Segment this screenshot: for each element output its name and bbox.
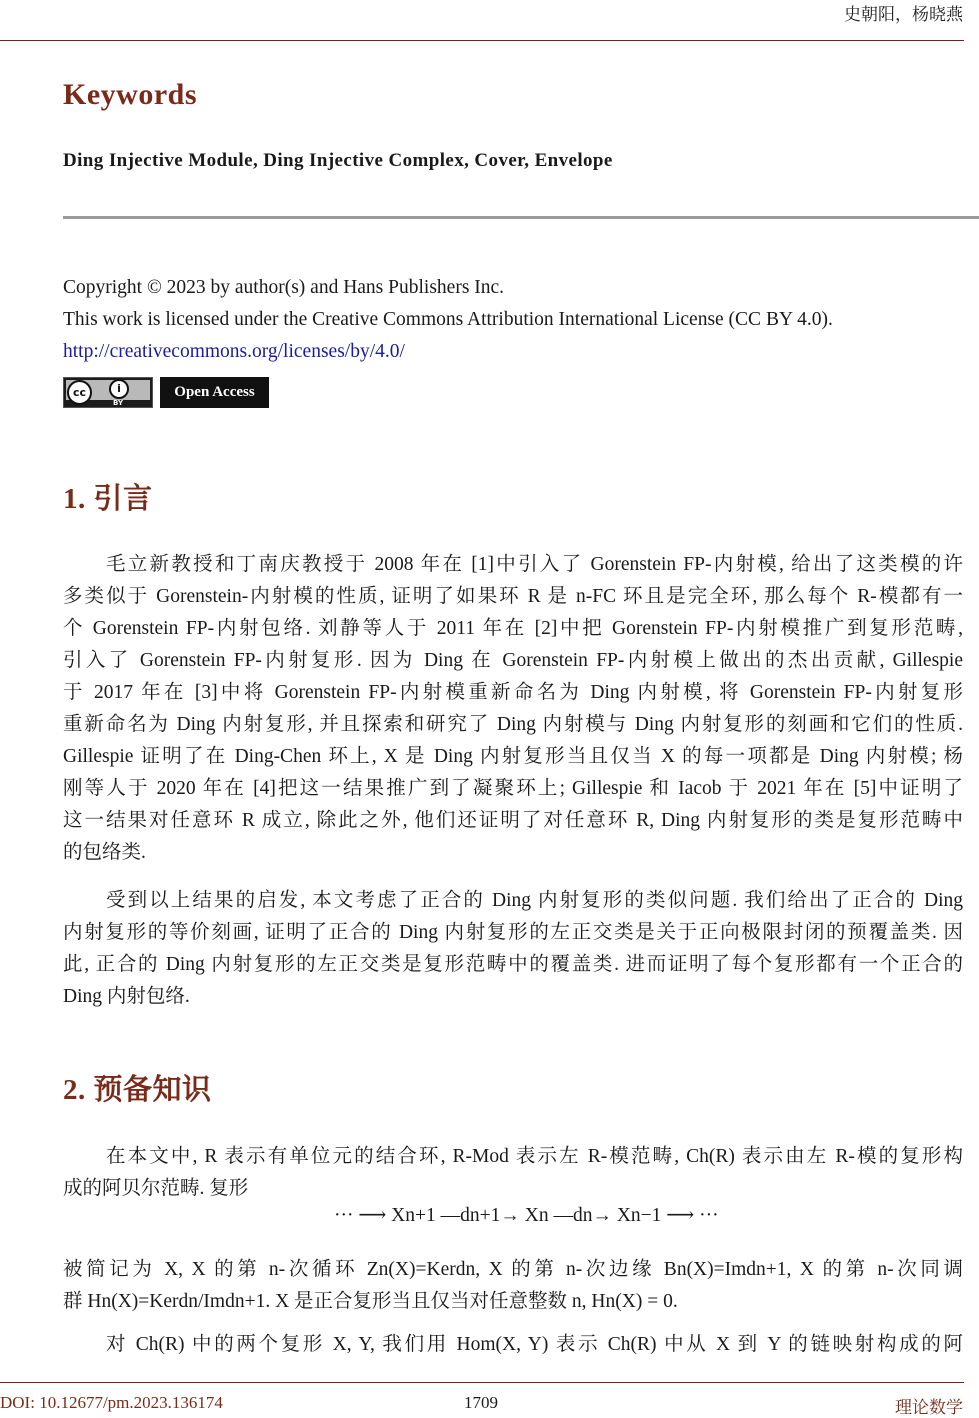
cc-by-badge[interactable] [63,377,153,408]
paragraph-line: 群 Hn(X)=Kerdn/Imdn+1. X 是正合复形当且仅当对任意整数 n, Hn(X) = 0. [63,1291,678,1312]
paragraph-line: Gillespie 证明了在 Ding-Chen 环上, X 是 Ding 内射复形当且仅当 X 的每一项都是 Ding 内射模; 杨 [63,746,963,767]
copyright-line: Copyright © 2023 by author(s) and Hans Publishers Inc. [63,277,505,298]
paragraph-line: 受到以上结果的启发, 本文考虑了正合的 Ding 内射复形的类似问题. 我们给出了正合的 Ding [106,890,963,911]
paragraph-line: 引入了 Gorenstein FP-内射复形. 因为 Ding 在 Gorenstein FP-内射模上做出的杰出贡献, Gillespie [63,650,963,671]
license-line: This work is licensed under the Creative Commons Attribution International License (CC BY 4.0). [63,309,833,330]
footer-doi[interactable]: DOI: 10.12677/pm.2023.136174 [0,1393,223,1412]
footer-rule [0,1382,964,1383]
footer-journal-name: 理论数学 [895,1398,963,1417]
section-2-title: 2. 预备知识 [63,1074,212,1106]
license-link[interactable]: http://creativecommons.org/licenses/by/4.0/ [63,341,405,362]
paragraph-line: 这一结果对任意环 R 成立, 除此之外, 他们还证明了对任意环 R, Ding 内射复形的类是复形范畴中 [63,810,963,831]
header-rule [0,40,964,41]
attribution-person-icon: i [109,379,129,399]
paragraph-line: 于 2017 年在 [3]中将 Gorenstein FP-内射模重新命名为 Ding 内射模, 将 Gorenstein FP-内射复形 [63,682,963,703]
running-header-authors: 史朝阳，杨晓燕 [844,5,963,24]
section-1-title: 1. 引言 [63,483,153,515]
paragraph-line: 多类似于 Gorenstein-内射模的性质, 证明了如果环 R 是 n-FC 环且是完全环, 那么每个 R-模都有一 [63,586,963,607]
paragraph-line: 个 Gorenstein FP-内射包络. 刘静等人于 2011 年在 [2]中把 Gorenstein FP-内射模推广到复形范畴, [63,618,963,639]
paragraph-line: Ding 内射包络. [63,986,190,1007]
paragraph-line: 重新命名为 Ding 内射复形, 并且探索和研究了 Ding 内射模与 Ding 内射复形的刻画和它们的性质. [63,714,963,735]
cc-icon: cc [67,380,92,405]
paragraph-line: 被简记为 X, X 的第 n-次循环 Zn(X)=Kerdn, X 的第 n-次边缘 Bn(X)=Imdn+1, X 的第 n-次同调 [63,1259,963,1280]
page-number: 1709 [464,1393,498,1412]
paragraph-line: 在本文中, R 表示有单位元的结合环, R-Mod 表示左 R-模范畴, Ch(R) 表示由左 R-模的复形构 [106,1146,963,1167]
paragraph-line: 毛立新教授和丁南庆教授于 2008 年在 [1]中引入了 Gorenstein FP-内射模, 给出了这类模的许 [106,554,963,575]
open-access-badge[interactable]: Open Access [160,377,269,408]
paragraph-line: 此, 正合的 Ding 内射复形的左正交类是复形范畴中的覆盖类. 进而证明了每个复形都有一个正合的 [63,954,963,975]
paragraph-line: 的包络类. [63,842,146,863]
keywords-heading: Keywords [63,78,197,111]
by-label: BY [113,399,124,407]
paragraph-line: 刚等人于 2020 年在 [4]把这一结果推广到了凝聚环上; Gillespie 和 Iacob 于 2021 年在 [5]中证明了 [63,778,963,799]
section-separator [63,216,979,219]
paragraph-line: 对 Ch(R) 中的两个复形 X, Y, 我们用 Hom(X, Y) 表示 Ch(R) 中从 X 到 Y 的链映射构成的阿 [106,1334,963,1355]
complex-formula: ··· ⟶ Xn+1 —dn+1→ Xn —dn→ Xn−1 ⟶ ··· [334,1205,719,1226]
keywords-text: Ding Injective Module, Ding Injective Complex, Cover, Envelope [63,150,613,171]
paragraph-line: 成的阿贝尔范畴. 复形 [63,1178,249,1199]
paragraph-line: 内射复形的等价刻画, 证明了正合的 Ding 内射复形的左正交类是关于正向极限封闭的预覆盖类. 因 [63,922,963,943]
